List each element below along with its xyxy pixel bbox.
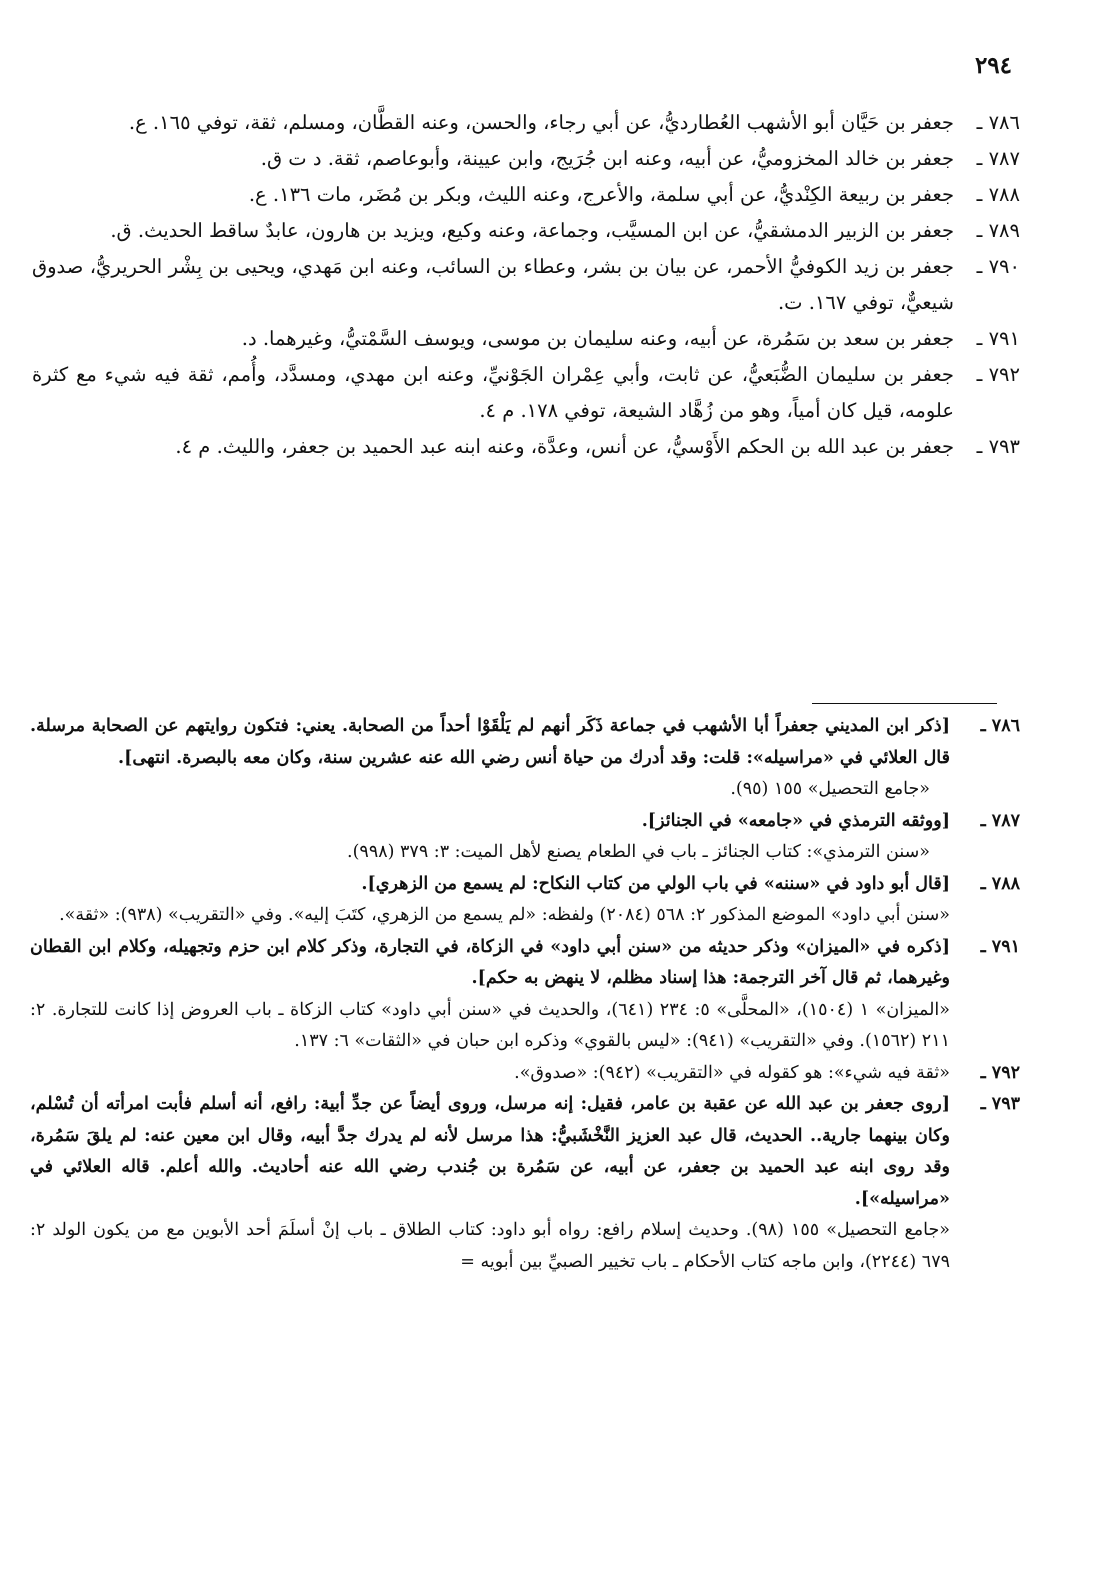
entry-text: جعفر بن سليمان الضُّبَعيُّ، عن ثابت، وأبي عِمْران الجَوْنيِّ، وعنه ابن مهدي، ومسدَّد، وأُمم، ثقة فيه شيء مع كثرة علومه، قيل كان أمياً، وهو من زُهَّاد الشيعة، توفي ١٧٨. م ٤. <box>32 363 954 422</box>
biography-entry <box>32 321 1020 357</box>
entry-number: ٧٩١ ـ <box>976 327 1020 350</box>
footnote-source: «جامع التحصيل» ١٥٥ (٩٨). وحديث إسلام رافع: رواه أبو داود: كتاب الطلاق ـ باب إنْ أسلَمَ أحد الأبوين مع من يكون الولد ٢: ٦٧٩ (٢٢٤٤)، وابن ماجه كتاب الأحكام ـ باب تخيير الصبيِّ بين أبويه = <box>30 1220 951 1272</box>
footnote-source: «جامع التحصيل» ١٥٥ (٩٥). <box>730 779 930 799</box>
biography-entry <box>32 141 1020 177</box>
footnote-number: ٧٨٨ ـ <box>980 873 1020 894</box>
entry-number: ٧٩٣ ـ <box>976 435 1020 458</box>
footnote-note <box>30 711 1020 774</box>
entry-text: جعفر بن زيد الكوفيُّ الأحمر، عن بيان بن بشر، وعطاء بن السائب، وعنه ابن مَهدي، ويحيى بن بِشْر الحريريُّ، صدوق شيعيٌّ، توفي ١٦٧. ت. <box>32 255 954 314</box>
footnote-number: ٧٩٣ ـ <box>980 1094 1020 1114</box>
biography-entry <box>32 177 1020 213</box>
biography-entry <box>32 249 1020 321</box>
footnote-note <box>30 1089 1020 1215</box>
footnote-number: ٧٩٢ ـ <box>980 1062 1020 1083</box>
footnote-text: [ذكر ابن المديني جعفراً أبا الأشهب في جماعة ذَكَر أنهم لم يَلْقَوْا أحداً من الصحابة. يعني: فتكون روايتهم عن الصحابة مرسلة. قال العلائي في «مراسيله»: قلت: وقد أدرك من حياة أنس رضي الله عنه عشرين سنة، وكان معه بالبصرة. انتهى]. <box>30 716 950 768</box>
footnote-number: ٧٨٧ ـ <box>980 810 1020 831</box>
entry-number: ٧٨٦ ـ <box>976 111 1020 134</box>
entry-text: جعفر بن عبد الله بن الحكم الأَوْسيُّ، عن أنس، وعدَّة، وعنه ابنه عبد الحميد بن جعفر، والليث. م ٤. <box>175 435 954 458</box>
footnote-note <box>30 932 1020 995</box>
footnote-number: ٧٨٦ ـ <box>980 716 1020 736</box>
entry-number: ٧٨٨ ـ <box>976 183 1020 206</box>
entry-text: جعفر بن ربيعة الكِنْديُّ، عن أبي سلمة، والأعرج، وعنه الليث، وبكر بن مُضَر، مات ١٣٦. ع. <box>248 183 954 206</box>
biography-entry <box>32 213 1020 249</box>
footnote-source: «الميزان» ١ (١٥٠٤)، «المحلَّى» ٥: ٢٣٤ (٦٤١)، والحديث في «سنن أبي داود» كتاب الزكاة ـ باب العروض إذا كانت للتجارة. ٢: ٢١١ (١٥٦٢). وفي «التقريب» (٩٤١): «ليس بالقوي» وذكره ابن حبان في «الثقات» ٦: ١٣٧. <box>30 999 950 1051</box>
footnote-text: [قال أبو داود في «سننه» في باب الولي من كتاب النكاح: لم يسمع من الزهري]. <box>361 873 950 894</box>
footnotes <box>30 711 1020 1278</box>
footnote-note <box>30 806 1020 838</box>
entry-number: ٧٩٢ ـ <box>976 363 1020 386</box>
entry-number: ٧٨٧ ـ <box>976 147 1020 170</box>
biography-entry <box>32 357 1020 429</box>
biography-entry <box>32 105 1020 141</box>
entry-number: ٧٩٠ ـ <box>976 255 1020 278</box>
entry-text: جعفر بن خالد المخزوميُّ، عن أبيه، وعنه ابن جُرَيج، وابن عيينة، وأبوعاصم، ثقة. د ت ق. <box>260 147 954 170</box>
footnote-source: «سنن أبي داود» الموضع المذكور ٢: ٥٦٨ (٢٠٨٤) ولفظه: «لم يسمع من الزهري، كتَبَ إليه». وفي «التقريب» (٩٣٨): «ثقة». <box>59 905 950 925</box>
entry-text: جعفر بن حَيَّان أبو الأشهب العُطارديُّ، عن أبي رجاء، والحسن، وعنه القطَّان، ومسلم، ثقة، توفي ١٦٥. ع. <box>128 111 954 134</box>
entry-text: جعفر بن الزبير الدمشقيُّ، عن ابن المسيَّب، وجماعة، وعنه وكيع، ويزيد بن هارون، عابدٌ ساقط الحديث. ق. <box>110 219 954 242</box>
entry-number: ٧٨٩ ـ <box>976 219 1020 242</box>
footnote-note <box>30 869 1020 901</box>
footnote-text: [روى جعفر بن عبد الله عن عقبة بن عامر، فقيل: إنه مرسل، وروى أيضاً عن جدِّ أبية: رافع، أنه أسلم فأبت امرأته أن تُسْلم، وكان بينهما جارية.. الحديث، قال عبد العزيز النَّخْشَبيُّ: هذا مرسل لأنه لم يدرك جدَّ أبيه، وقال ابن معين عنه: لم يلقَ سَمُرة، وقد روى ابنه عبد الحميد بن جعفر، عن أبيه، عن سَمُرة بن جُندب رضي الله عنه أحاديث. والله أعلم. قاله العلائي في «مراسيله»]. <box>30 1094 950 1209</box>
entry-text: جعفر بن سعد بن سَمُرة، عن أبيه، وعنه سليمان بن موسى، ويوسف السَّمْتيُّ، وغيرهما. د. <box>241 327 954 350</box>
footnote-text: [ووثقه الترمذي في «جامعه» في الجنائز]. <box>641 810 950 831</box>
footnote-text: [ذكره في «الميزان» وذكر حديثه من «سنن أبي داود» في الزكاة، في التجارة، وذكر كلام ابن حزم وتجهيله، وكلام ابن القطان وغيرهما، ثم قال آخر الترجمة: هذا إسناد مظلم، لا ينهض به حكم]. <box>30 936 950 988</box>
footnote-note <box>30 1058 1020 1090</box>
footnote-number: ٧٩١ ـ <box>980 936 1020 957</box>
biography-entries <box>32 105 1020 465</box>
page-number: ٢٩٤ <box>974 52 1012 79</box>
footnote-source: «ثقة فيه شيء»: هو كقوله في «التقريب» (٩٤٢): «صدوق». <box>514 1062 950 1083</box>
biography-entry <box>32 429 1020 465</box>
footnote-source: «سنن الترمذي»: كتاب الجنائز ـ باب في الطعام يصنع لأهل الميت: ٣: ٣٧٩ (٩٩٨). <box>347 842 930 862</box>
footnote-separator <box>812 703 997 704</box>
